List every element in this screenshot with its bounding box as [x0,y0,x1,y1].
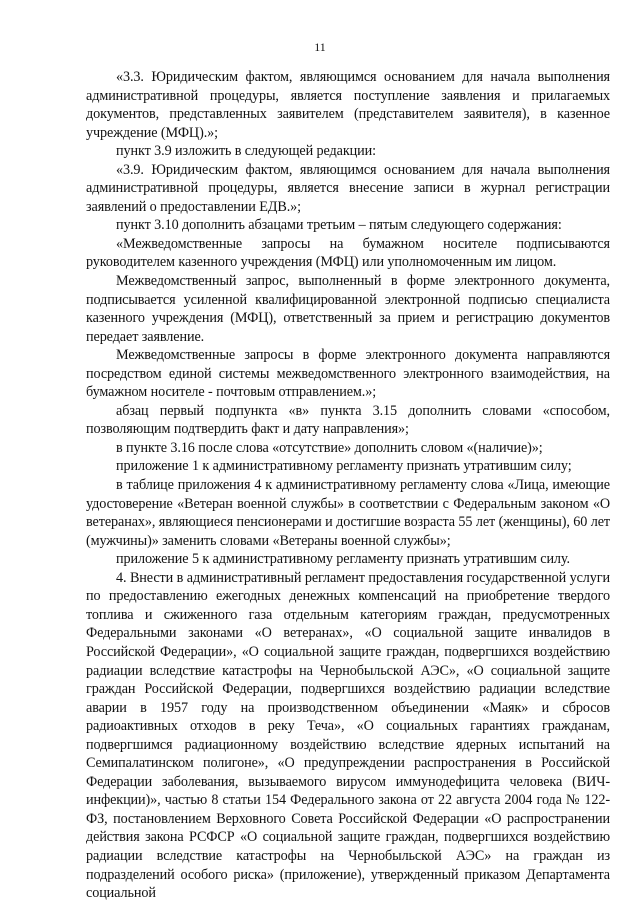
paragraph-clause-3-9: «3.9. Юридическим фактом, являющимся основанием для начала выполнения административной процедуры, является внесение записи в журнал регистрации заявлений о предоставлении ЕДВ.»; [86,161,610,215]
paragraph-interagency-request-electronic: Межведомственный запрос, выполненный в форме электронного документа, подписывается усиленной квалифицированной электронной подписью специалиста казенного учреждения (МФЦ), ответственный за прием и регистрацию документов передает заявление. [86,273,610,345]
paragraph-item-3-9-instruction: пункт 3.9 изложить в следующей редакции: [116,143,376,160]
document-body [86,68,610,903]
paragraph-item-3-10-instruction: пункт 3.10 дополнить абзацами третьим – пятым следующего содержания: [116,217,562,234]
paragraph-appendix-4-table: в таблице приложения 4 к административному регламенту слова «Лица, имеющие удостоверение «Ветеран военной службы» в соответствии с Федеральным законом «О ветеранах», являющиеся пенсионерами и достигшие возраста 55 лет (женщины), 60 лет (мужчины)» заменить словами «Ветераны военной службы»; [86,477,610,549]
page-number: 11 [314,40,326,54]
paragraph-interagency-requests-system: Межведомственные запросы в форме электронного документа направляются посредством единой системы межведомственного электронного взаимодействия, на бумажном носителе - почтовым отправлением.»; [86,347,610,401]
paragraph-appendix-1: приложение 1 к административному регламенту признать утратившим силу; [116,458,572,475]
paragraph-section-4: 4. Внести в административный регламент предоставления государственной услуги по предоставлению ежегодных денежных компенсаций на приобретение твердого топлива и сжиженного газа отдельным категориям граждан, предусмотренных Федеральными законами «О ветеранах», «О социальной защите инвалидов в Российской Федерации», «О социальной защите граждан, подвергшихся воздействию радиации вследствие катастрофы на Чернобыльской АЭС», «О социальной защите граждан Российской Федерации, подвергшихся воздействию радиации вследствие аварии в 1957 году на производственном объединении «Маяк» и сбросов радиоактивных отходов в реку Теча», «О социальных гарантиях гражданам, подвергшимся радиационному воздействию вследствие ядерных испытаний на Семипалатинском полигоне», «О предупреждении распространения в Российской Федерации заболевания, вызываемого вирусом иммунодефицита человека (ВИЧ-инфекции)», частью 8 статьи 154 Федерального закона от 22 августа 2004 года № 122-ФЗ, постановлением Верховного Совета Российской Федерации «О распространении действия закона РСФСР «О социальной защите граждан, подвергшихся воздействию радиации вследствие катастрофы на Чернобыльской АЭС» на граждан из подразделений особого риска» (приложение), утвержденный приказом Департамента социальной [86,569,610,902]
paragraph-item-3-16: в пункте 3.16 после слова «отсутствие» дополнить словом «(наличие)»; [116,439,543,456]
paragraph-appendix-5: приложение 5 к административному регламенту признать утратившим силу. [116,551,570,568]
paragraph-item-3-15: абзац первый подпункта «в» пункта 3.15 дополнить словами «способом, позволяющим подтвердить факт и дату направления»; [86,402,610,438]
paragraph-interagency-requests-paper: «Межведомственные запросы на бумажном носителе подписываются руководителем казенного учреждения (МФЦ) или уполномоченным им лицом. [86,235,610,271]
paragraph-clause-3-3: «3.3. Юридическим фактом, являющимся основанием для начала выполнения административной процедуры, является поступление заявления и прилагаемых документов, представленных заявителем (представителем заявителя), в казенное учреждение (МФЦ).»; [86,69,610,141]
